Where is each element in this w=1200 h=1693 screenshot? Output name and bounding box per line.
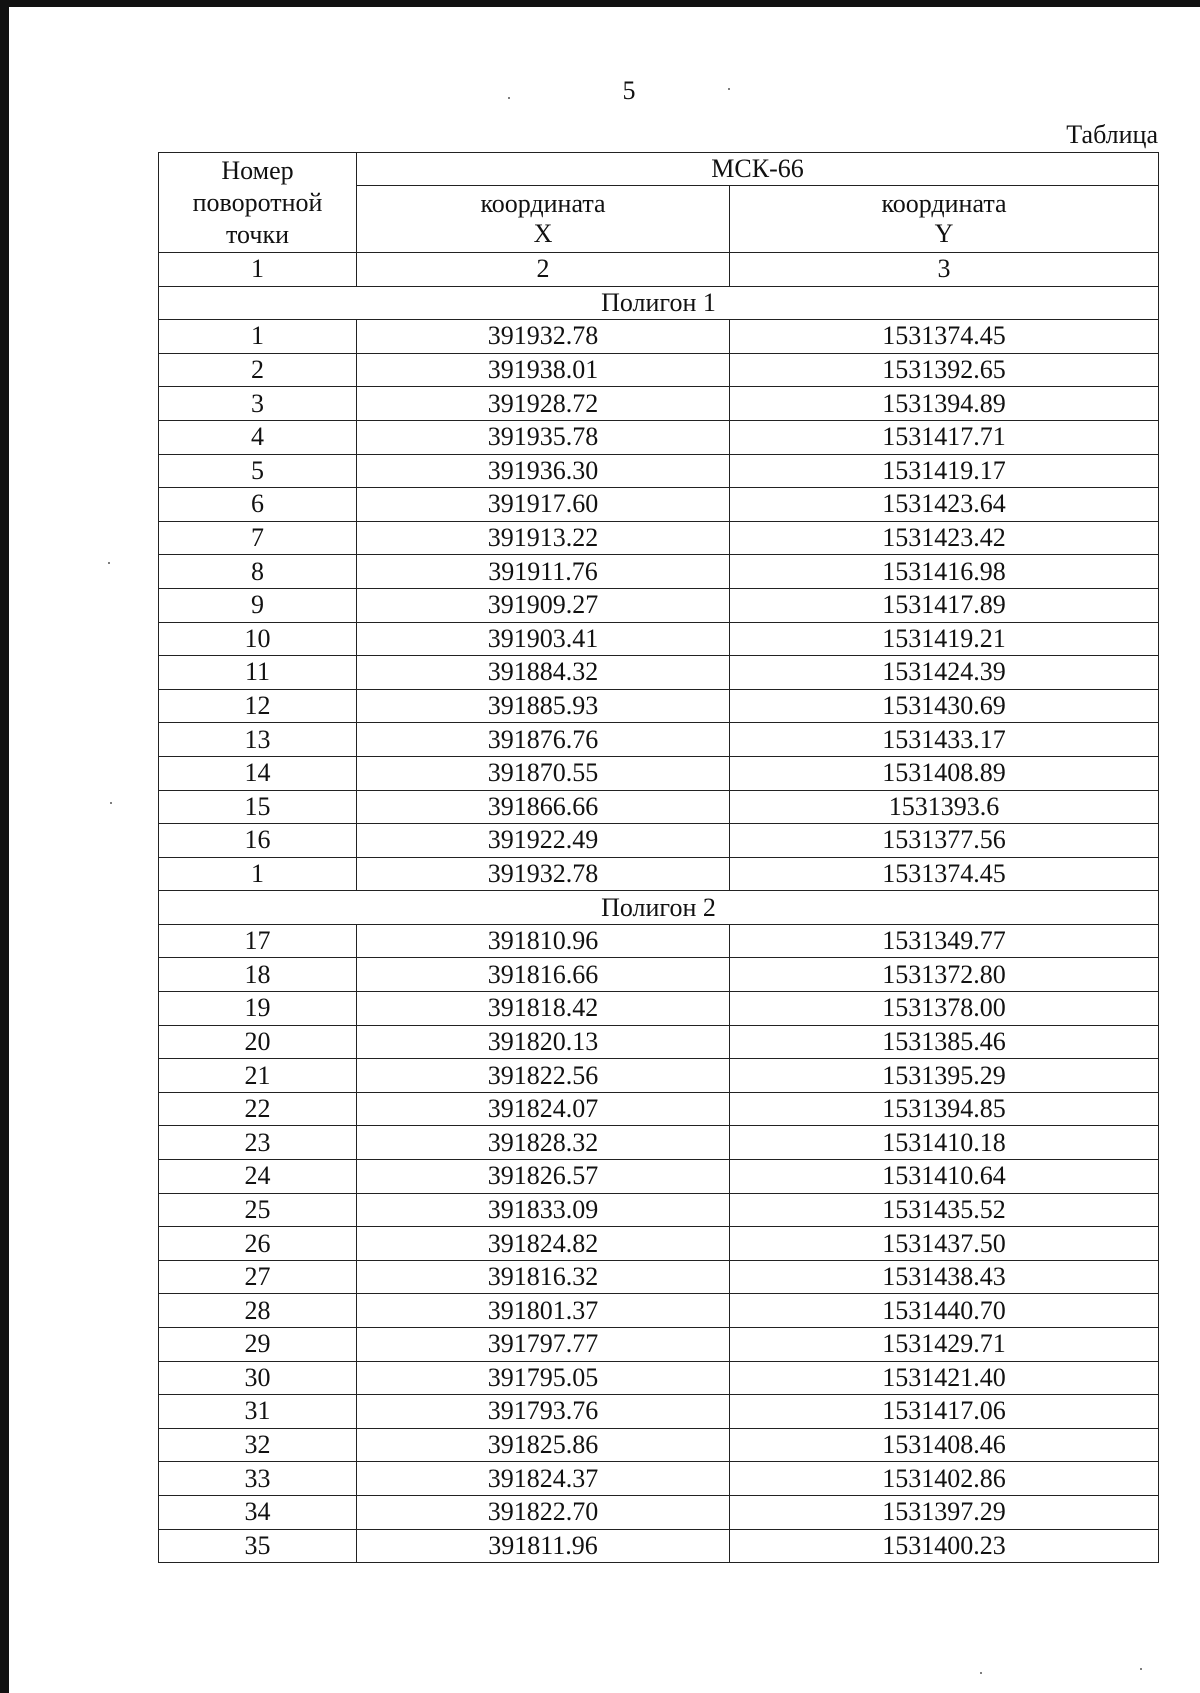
cell-coordinate-x: 391922.49 bbox=[357, 824, 730, 858]
cell-coordinate-x: 391938.01 bbox=[357, 353, 730, 387]
cell-point-number: 1 bbox=[159, 320, 357, 354]
cell-point-number: 21 bbox=[159, 1059, 357, 1093]
cell-coordinate-x: 391909.27 bbox=[357, 588, 730, 622]
header-coordinate-x bbox=[357, 186, 730, 253]
cell-coordinate-x: 391793.76 bbox=[357, 1395, 730, 1429]
cell-coordinate-y: 1531438.43 bbox=[730, 1260, 1159, 1294]
cell-coordinate-x: 391825.86 bbox=[357, 1428, 730, 1462]
table-row bbox=[159, 387, 1159, 421]
header-row-system bbox=[159, 153, 1159, 186]
cell-coordinate-x: 391885.93 bbox=[357, 689, 730, 723]
header-coordinate-y bbox=[730, 186, 1159, 253]
scan-speck bbox=[1140, 1668, 1142, 1670]
cell-point-number: 26 bbox=[159, 1227, 357, 1261]
table-row bbox=[159, 1193, 1159, 1227]
cell-coordinate-y: 1531402.86 bbox=[730, 1462, 1159, 1496]
cell-point-number: 20 bbox=[159, 1025, 357, 1059]
cell-coordinate-y: 1531372.80 bbox=[730, 958, 1159, 992]
table-row bbox=[159, 1395, 1159, 1429]
cell-point-number: 9 bbox=[159, 588, 357, 622]
table-row bbox=[159, 1160, 1159, 1194]
table-row bbox=[159, 353, 1159, 387]
table-row bbox=[159, 1529, 1159, 1563]
cell-coordinate-x: 391833.09 bbox=[357, 1193, 730, 1227]
cell-point-number: 5 bbox=[159, 454, 357, 488]
table-row bbox=[159, 521, 1159, 555]
cell-coordinate-y: 1531410.18 bbox=[730, 1126, 1159, 1160]
table-row bbox=[159, 555, 1159, 589]
cell-coordinate-x: 391811.96 bbox=[357, 1529, 730, 1563]
cell-coordinate-x: 391884.32 bbox=[357, 656, 730, 690]
header-coordinate-x-axis: X bbox=[533, 219, 553, 248]
cell-point-number: 18 bbox=[159, 958, 357, 992]
polygon-title-row bbox=[159, 891, 1159, 925]
cell-coordinate-x: 391797.77 bbox=[357, 1328, 730, 1362]
cell-point-number: 4 bbox=[159, 420, 357, 454]
cell-coordinate-y: 1531416.98 bbox=[730, 555, 1159, 589]
table-row bbox=[159, 824, 1159, 858]
cell-point-number: 30 bbox=[159, 1361, 357, 1395]
cell-coordinate-y: 1531394.85 bbox=[730, 1092, 1159, 1126]
header-coordinate-y-label: координата bbox=[881, 189, 1007, 218]
cell-point-number: 8 bbox=[159, 555, 357, 589]
cell-coordinate-y: 1531410.64 bbox=[730, 1160, 1159, 1194]
cell-point-number: 16 bbox=[159, 824, 357, 858]
cell-coordinate-x: 391870.55 bbox=[357, 756, 730, 790]
cell-coordinate-y: 1531374.45 bbox=[730, 320, 1159, 354]
cell-coordinate-x: 391903.41 bbox=[357, 622, 730, 656]
scan-speck bbox=[108, 562, 110, 564]
cell-coordinate-x: 391818.42 bbox=[357, 992, 730, 1026]
cell-coordinate-x: 391822.56 bbox=[357, 1059, 730, 1093]
header-point-number bbox=[159, 153, 357, 253]
cell-coordinate-x: 391828.32 bbox=[357, 1126, 730, 1160]
table-row bbox=[159, 1126, 1159, 1160]
cell-point-number: 33 bbox=[159, 1462, 357, 1496]
cell-coordinate-x: 391822.70 bbox=[357, 1495, 730, 1529]
cell-coordinate-x: 391911.76 bbox=[357, 555, 730, 589]
cell-coordinate-x: 391824.82 bbox=[357, 1227, 730, 1261]
cell-coordinate-y: 1531385.46 bbox=[730, 1025, 1159, 1059]
cell-point-number: 29 bbox=[159, 1328, 357, 1362]
cell-point-number: 15 bbox=[159, 790, 357, 824]
cell-coordinate-y: 1531392.65 bbox=[730, 353, 1159, 387]
scan-speck bbox=[110, 802, 112, 804]
cell-coordinate-y: 1531435.52 bbox=[730, 1193, 1159, 1227]
header-point-number-line-3: точки bbox=[226, 219, 289, 249]
cell-coordinate-x: 391917.60 bbox=[357, 488, 730, 522]
scan-speck bbox=[980, 1672, 982, 1674]
cell-point-number: 1 bbox=[159, 857, 357, 891]
table-row bbox=[159, 622, 1159, 656]
cell-coordinate-y: 1531397.29 bbox=[730, 1495, 1159, 1529]
cell-coordinate-x: 391801.37 bbox=[357, 1294, 730, 1328]
cell-coordinate-y: 1531417.71 bbox=[730, 420, 1159, 454]
table-row bbox=[159, 756, 1159, 790]
table-row bbox=[159, 1361, 1159, 1395]
cell-coordinate-x: 391928.72 bbox=[357, 387, 730, 421]
cell-coordinate-y: 1531374.45 bbox=[730, 857, 1159, 891]
cell-coordinate-y: 1531419.17 bbox=[730, 454, 1159, 488]
column-index-1: 1 bbox=[159, 253, 357, 287]
cell-coordinate-y: 1531440.70 bbox=[730, 1294, 1159, 1328]
cell-point-number: 35 bbox=[159, 1529, 357, 1563]
cell-point-number: 28 bbox=[159, 1294, 357, 1328]
table-row bbox=[159, 454, 1159, 488]
cell-coordinate-x: 391816.66 bbox=[357, 958, 730, 992]
header-coordinate-x-label: координата bbox=[480, 189, 606, 218]
cell-point-number: 11 bbox=[159, 656, 357, 690]
table-row bbox=[159, 723, 1159, 757]
header-point-number-line-1: Номер bbox=[221, 155, 294, 185]
cell-coordinate-x: 391816.32 bbox=[357, 1260, 730, 1294]
header-coordinate-y-axis: Y bbox=[934, 219, 954, 248]
polygon-title: Полигон 2 bbox=[159, 891, 1159, 925]
cell-coordinate-y: 1531393.6 bbox=[730, 790, 1159, 824]
table-row bbox=[159, 1059, 1159, 1093]
scan-speck bbox=[508, 97, 510, 99]
cell-point-number: 12 bbox=[159, 689, 357, 723]
cell-point-number: 22 bbox=[159, 1092, 357, 1126]
cell-coordinate-x: 391876.76 bbox=[357, 723, 730, 757]
cell-coordinate-y: 1531423.42 bbox=[730, 521, 1159, 555]
cell-coordinate-x: 391824.37 bbox=[357, 1462, 730, 1496]
cell-point-number: 34 bbox=[159, 1495, 357, 1529]
column-index-2: 2 bbox=[357, 253, 730, 287]
column-index-3: 3 bbox=[730, 253, 1159, 287]
table-row bbox=[159, 689, 1159, 723]
cell-coordinate-y: 1531349.77 bbox=[730, 924, 1159, 958]
cell-point-number: 13 bbox=[159, 723, 357, 757]
cell-coordinate-y: 1531437.50 bbox=[730, 1227, 1159, 1261]
cell-point-number: 10 bbox=[159, 622, 357, 656]
cell-point-number: 6 bbox=[159, 488, 357, 522]
table-row bbox=[159, 924, 1159, 958]
cell-coordinate-x: 391820.13 bbox=[357, 1025, 730, 1059]
cell-coordinate-y: 1531433.17 bbox=[730, 723, 1159, 757]
cell-coordinate-y: 1531429.71 bbox=[730, 1328, 1159, 1362]
cell-coordinate-y: 1531430.69 bbox=[730, 689, 1159, 723]
polygon-title-row bbox=[159, 286, 1159, 320]
cell-coordinate-y: 1531377.56 bbox=[730, 824, 1159, 858]
cell-coordinate-y: 1531408.46 bbox=[730, 1428, 1159, 1462]
cell-coordinate-x: 391824.07 bbox=[357, 1092, 730, 1126]
cell-point-number: 32 bbox=[159, 1428, 357, 1462]
cell-point-number: 17 bbox=[159, 924, 357, 958]
cell-coordinate-x: 391866.66 bbox=[357, 790, 730, 824]
polygon-title: Полигон 1 bbox=[159, 286, 1159, 320]
table-row bbox=[159, 1227, 1159, 1261]
table-row bbox=[159, 656, 1159, 690]
header-coordinate-system: МСК-66 bbox=[357, 153, 1159, 186]
cell-coordinate-y: 1531394.89 bbox=[730, 387, 1159, 421]
scan-border-top bbox=[0, 0, 1200, 7]
coordinates-table bbox=[158, 152, 1159, 1563]
cell-coordinate-y: 1531408.89 bbox=[730, 756, 1159, 790]
cell-coordinate-x: 391826.57 bbox=[357, 1160, 730, 1194]
cell-coordinate-y: 1531421.40 bbox=[730, 1361, 1159, 1395]
cell-point-number: 27 bbox=[159, 1260, 357, 1294]
cell-coordinate-x: 391935.78 bbox=[357, 420, 730, 454]
cell-coordinate-x: 391795.05 bbox=[357, 1361, 730, 1395]
table-row bbox=[159, 320, 1159, 354]
table-row bbox=[159, 1462, 1159, 1496]
cell-coordinate-y: 1531417.89 bbox=[730, 588, 1159, 622]
cell-coordinate-y: 1531395.29 bbox=[730, 1059, 1159, 1093]
table-caption: Таблица bbox=[1066, 120, 1158, 149]
cell-point-number: 25 bbox=[159, 1193, 357, 1227]
cell-coordinate-x: 391810.96 bbox=[357, 924, 730, 958]
table-row bbox=[159, 1025, 1159, 1059]
table-row bbox=[159, 1294, 1159, 1328]
table-row bbox=[159, 857, 1159, 891]
scan-speck bbox=[728, 88, 730, 90]
scan-border-left bbox=[0, 0, 9, 1693]
cell-coordinate-x: 391913.22 bbox=[357, 521, 730, 555]
table-row bbox=[159, 1428, 1159, 1462]
page-number: 5 bbox=[622, 76, 636, 105]
cell-point-number: 24 bbox=[159, 1160, 357, 1194]
cell-point-number: 19 bbox=[159, 992, 357, 1026]
table-row bbox=[159, 488, 1159, 522]
column-index-row bbox=[159, 253, 1159, 287]
table-row bbox=[159, 420, 1159, 454]
cell-coordinate-y: 1531423.64 bbox=[730, 488, 1159, 522]
cell-coordinate-y: 1531417.06 bbox=[730, 1395, 1159, 1429]
table-row bbox=[159, 992, 1159, 1026]
table-row bbox=[159, 790, 1159, 824]
table-row bbox=[159, 1092, 1159, 1126]
header-point-number-line-2: поворотной bbox=[192, 187, 323, 217]
cell-point-number: 31 bbox=[159, 1395, 357, 1429]
cell-point-number: 2 bbox=[159, 353, 357, 387]
cell-coordinate-x: 391936.30 bbox=[357, 454, 730, 488]
cell-point-number: 23 bbox=[159, 1126, 357, 1160]
table-row bbox=[159, 958, 1159, 992]
cell-coordinate-y: 1531378.00 bbox=[730, 992, 1159, 1026]
cell-point-number: 14 bbox=[159, 756, 357, 790]
cell-point-number: 3 bbox=[159, 387, 357, 421]
cell-coordinate-y: 1531424.39 bbox=[730, 656, 1159, 690]
cell-coordinate-y: 1531419.21 bbox=[730, 622, 1159, 656]
cell-coordinate-y: 1531400.23 bbox=[730, 1529, 1159, 1563]
cell-point-number: 7 bbox=[159, 521, 357, 555]
cell-coordinate-x: 391932.78 bbox=[357, 857, 730, 891]
table-row bbox=[159, 1495, 1159, 1529]
table-row bbox=[159, 1328, 1159, 1362]
table-row bbox=[159, 1260, 1159, 1294]
cell-coordinate-x: 391932.78 bbox=[357, 320, 730, 354]
table-row bbox=[159, 588, 1159, 622]
